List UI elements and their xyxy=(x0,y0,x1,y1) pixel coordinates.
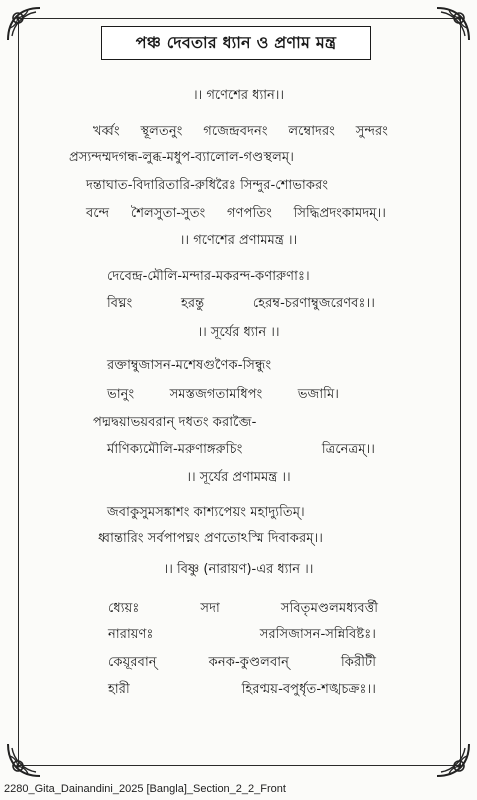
verse-word: হরন্তু xyxy=(180,296,205,311)
verse-line: রক্তাম্বুজাসন-মশেষগুণৈক-সিন্ধুং xyxy=(107,358,272,373)
verse-word: কিরীটী xyxy=(341,655,376,670)
verse-word: কেয়ূরবান্ xyxy=(108,655,157,670)
verse-word: হেরম্ব-চরণাম্বুজরেণবঃ।। xyxy=(252,296,375,311)
verse-word: বিঘ্নং xyxy=(107,296,133,311)
verse-word: ভানুং xyxy=(107,387,135,402)
verse-word: সুন্দরং xyxy=(355,124,388,139)
verse-word: সমস্তজগতামধিপং xyxy=(169,387,263,402)
verse-word: শৈলসুতা-সুতং xyxy=(130,206,206,221)
verse-word: কনক-কুণ্ডলবান্ xyxy=(208,655,289,670)
verse-line: প্রস্যন্দম্মদগন্ধ-লুব্ধ-মধুপ-ব্যালোল-গণ্ডস্থলম্। xyxy=(69,150,294,165)
section-heading-surya-dhyan: ।। সূর্যের ধ্যান ।। xyxy=(197,325,280,340)
verse-line xyxy=(108,600,378,618)
verse-line xyxy=(108,626,376,644)
verse-word: লম্বোদরং xyxy=(288,124,335,139)
verse-line: ধ্বান্তারিং সর্বপাপঘ্নং প্রণতোঽস্মি দিবাকরম্।। xyxy=(98,531,323,546)
corner-ornament-top-right xyxy=(435,6,471,42)
verse-line xyxy=(93,123,388,141)
page xyxy=(6,6,471,778)
verse-word: সরসিজাসন-সন্নিবিষ্টঃ। xyxy=(259,627,376,642)
corner-ornament-top-left xyxy=(6,6,42,42)
verse-word: ধ্যেয়ঃ xyxy=(108,601,140,616)
page-title: পঞ্চ দেবতার ধ্যান ও প্রণাম মন্ত্র xyxy=(101,26,371,60)
verse-line xyxy=(107,295,375,313)
verse-word: গণপতিং xyxy=(226,206,272,221)
verse-word: বন্দে xyxy=(86,206,110,221)
verse-line: দেবেন্দ্র-মৌলি-মন্দার-মকরন্দ-কণারুণাঃ। xyxy=(107,269,310,284)
verse-word: গজেন্দ্রবদনং xyxy=(203,124,268,139)
verse-line xyxy=(107,386,339,404)
verse-word: হিরণ্ময়-বপুর্ধৃত-শঙ্খচক্রঃ।। xyxy=(241,682,376,697)
corner-ornament-bottom-left xyxy=(6,742,42,778)
section-heading-ganesh-dhyan: ।। গণেশের ধ্যান।। xyxy=(192,88,285,103)
file-footer-label: 2280_Gita_Dainandini_2025 [Bangla]_Section_2_2_Front xyxy=(4,783,286,795)
verse-word: র্মাণিক্যমৌলি-মরুণাঙ্গরুচিং xyxy=(107,442,243,457)
verse-line: জবাকুসুমসঙ্কাশং কাশ্যপেয়ং মহাদ্যুতিম্। xyxy=(107,505,305,520)
section-heading-vishnu-dhyan: ।। বিষ্ণু (নারায়ণ)-এর ধ্যান ।। xyxy=(163,562,314,577)
verse-word: ত্রিনেত্রম্।। xyxy=(321,442,375,457)
verse-line: পদ্মদ্বয়াভয়বরান্ দধতং করাব্জৈ- xyxy=(93,415,257,430)
section-heading-surya-pranam: ।। সূর্যের প্রণামমন্ত্র ।। xyxy=(186,470,291,485)
section-heading-ganesh-pranam: ।। গণেশের প্রণামমন্ত্র ।। xyxy=(179,233,298,248)
verse-line xyxy=(86,205,386,223)
verse-line xyxy=(108,681,376,699)
verse-word: ভজামি। xyxy=(297,387,339,402)
verse-word: নারায়ণঃ xyxy=(108,627,154,642)
verse-word: সিদ্ধিপ্রদংকামদম্।। xyxy=(293,206,386,221)
verse-word: স্থূলতনুং xyxy=(140,124,183,139)
verse-line xyxy=(108,654,376,672)
corner-ornament-bottom-right xyxy=(435,742,471,778)
verse-line xyxy=(107,441,375,459)
verse-word: হারী xyxy=(108,682,130,697)
verse-word: সদা xyxy=(200,601,220,616)
verse-line: দন্তাঘাত-বিদারিতারি-রুধিরৈঃ সিন্দুর-শোভাকরং xyxy=(86,178,329,193)
verse-word: খর্ব্বং xyxy=(93,124,120,139)
verse-word: সবিতৃমণ্ডলমধ্যবর্ত্তী xyxy=(280,601,378,616)
